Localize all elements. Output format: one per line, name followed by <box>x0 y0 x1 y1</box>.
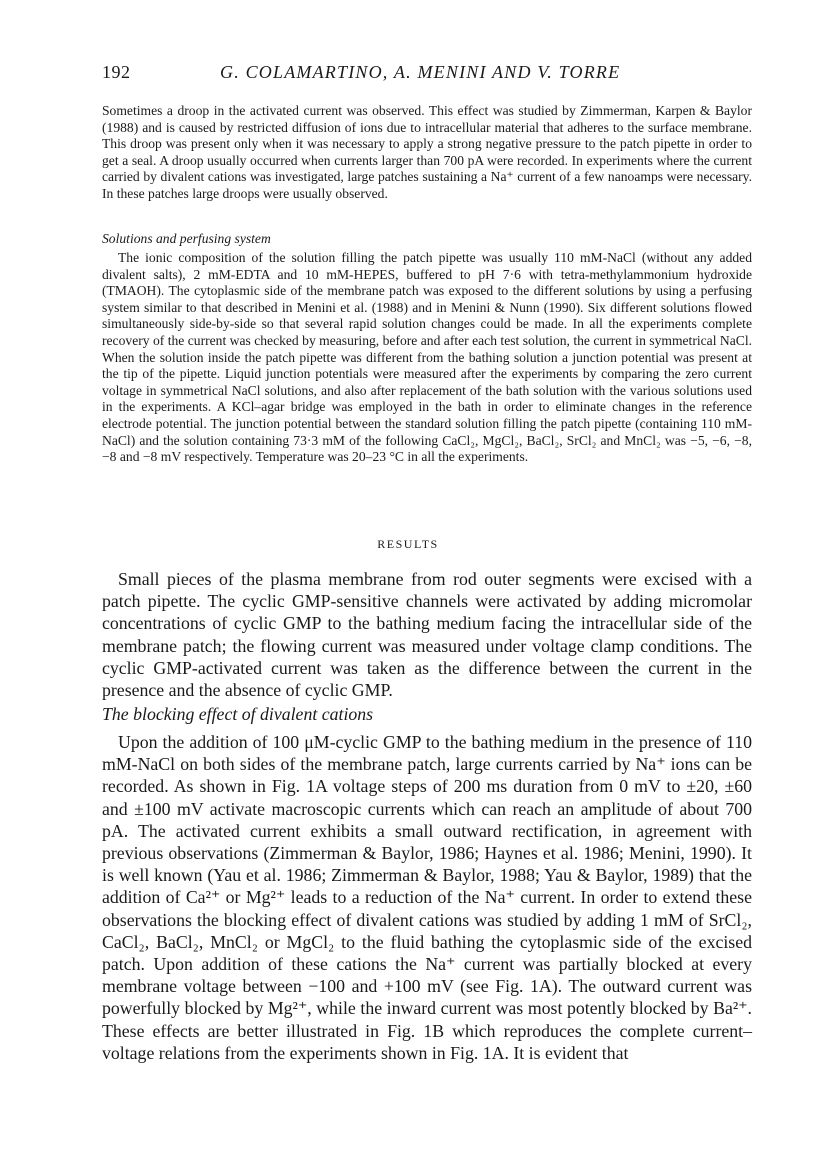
results-paragraph: Small pieces of the plasma membrane from rod outer segments were excised with a patch pipette. The cyclic GMP-sensitive channels were activated by adding micromolar concentrations of cyclic GMP to the bathing medium facing the intracellular side of the membrane patch; the flowing current was measured under voltage clamp conditions. The cyclic GMP-activated current was taken as the difference between the current in the presence and the absence of cyclic GMP. <box>102 569 752 701</box>
droop-paragraph: Sometimes a droop in the activated current was observed. This effect was studied by Zimmerman, Karpen & Baylor (1988) and is caused by restricted diffusion of ions due to intracellular material that adheres to the surface membrane. This droop was present only when it was necessary to apply a strong negative pressure to the patch pipette in order to get a seal. A droop usually occurred when currents larger than 700 pA were recorded. In experiments where the current carried by divalent cations was investigated, large patches sustaining a Na⁺ current of a few nanoamps were necessary. In these patches large droops were usually observed. <box>102 103 752 201</box>
page-number: 192 <box>102 62 131 82</box>
running-head <box>102 62 752 88</box>
running-head-authors: G. COLAMARTINO, A. MENINI AND V. TORRE <box>220 62 621 82</box>
solutions-subheading: Solutions and perfusing system <box>102 231 271 246</box>
results-heading: RESULTS <box>377 537 439 551</box>
blocking-paragraph: Upon the addition of 100 μM-cyclic GMP to the bathing medium in the presence of 110 mM-NaCl on both sides of the membrane patch, large currents carried by Na⁺ ions can be recorded. As shown in Fig. 1A voltage steps of 200 ms duration from 0 mV to ±20, ±60 and ±100 mV activate macroscopic currents which can reach an amplitude of about 700 pA. The activated current exhibits a small outward rectification, in agreement with previous observations (Zimmerman & Baylor, 1986; Haynes et al. 1986; Menini, 1990). It is well known (Yau et al. 1986; Zimmerman & Baylor, 1988; Yau & Baylor, 1989) that the addition of Ca²⁺ or Mg²⁺ leads to a reduction of the Na⁺ current. In order to extend these observations the blocking effect of divalent cations was studied by adding 1 mM of SrCl₂, CaCl₂, BaCl₂, MnCl₂ or MgCl₂ to the fluid bathing the cytoplasmic side of the excised patch. Upon addition of these cations the Na⁺ current was partially blocked at every membrane voltage between −100 and +100 mV (see Fig. 1A). The outward current was powerfully blocked by Mg²⁺, while the inward current was most potently blocked by Ba²⁺. These effects are better illustrated in Fig. 1B which reproduces the complete current–voltage relations from the experiments shown in Fig. 1A. It is evident that <box>102 732 752 1063</box>
solutions-paragraph: The ionic composition of the solution filling the patch pipette was usually 110 mM-NaCl (without any added divalent salts), 2 mM-EDTA and 10 mM-HEPES, buffered to pH 7·6 with tetra-methylammonium hydroxide (TMAOH). The cytoplasmic side of the membrane patch was exposed to the different solutions by using a perfusing system similar to that described in Menini et al. (1988) and in Menini & Nunn (1990). Six different solutions flowed simultaneously side-by-side so that several rapid solution changes could be made. In all the experiments complete recovery of the current was checked by measuring, before and after each test solution, the current in symmetrical NaCl. When the solution inside the patch pipette was different from the bathing solution a junction potential was present at the tip of the pipette. Liquid junction potentials were measured after the experiments by comparing the zero current voltage in symmetrical NaCl solutions, and also after replacement of the bath solution with the various solutions used in the experiments. A KCl–agar bridge was employed in the bath in order to eliminate changes in the reference electrode potential. The junction potential between the standard solution filling the patch pipette (containing 110 mM-NaCl) and the solution containing 73·3 mM of the following CaCl₂, MgCl₂, BaCl₂, SrCl₂ and MnCl₂ was −5, −6, −8, −8 and −8 mV respectively. Temperature was 20–23 °C in all the experiments. <box>102 250 752 465</box>
blocking-subheading: The blocking effect of divalent cations <box>102 704 374 724</box>
